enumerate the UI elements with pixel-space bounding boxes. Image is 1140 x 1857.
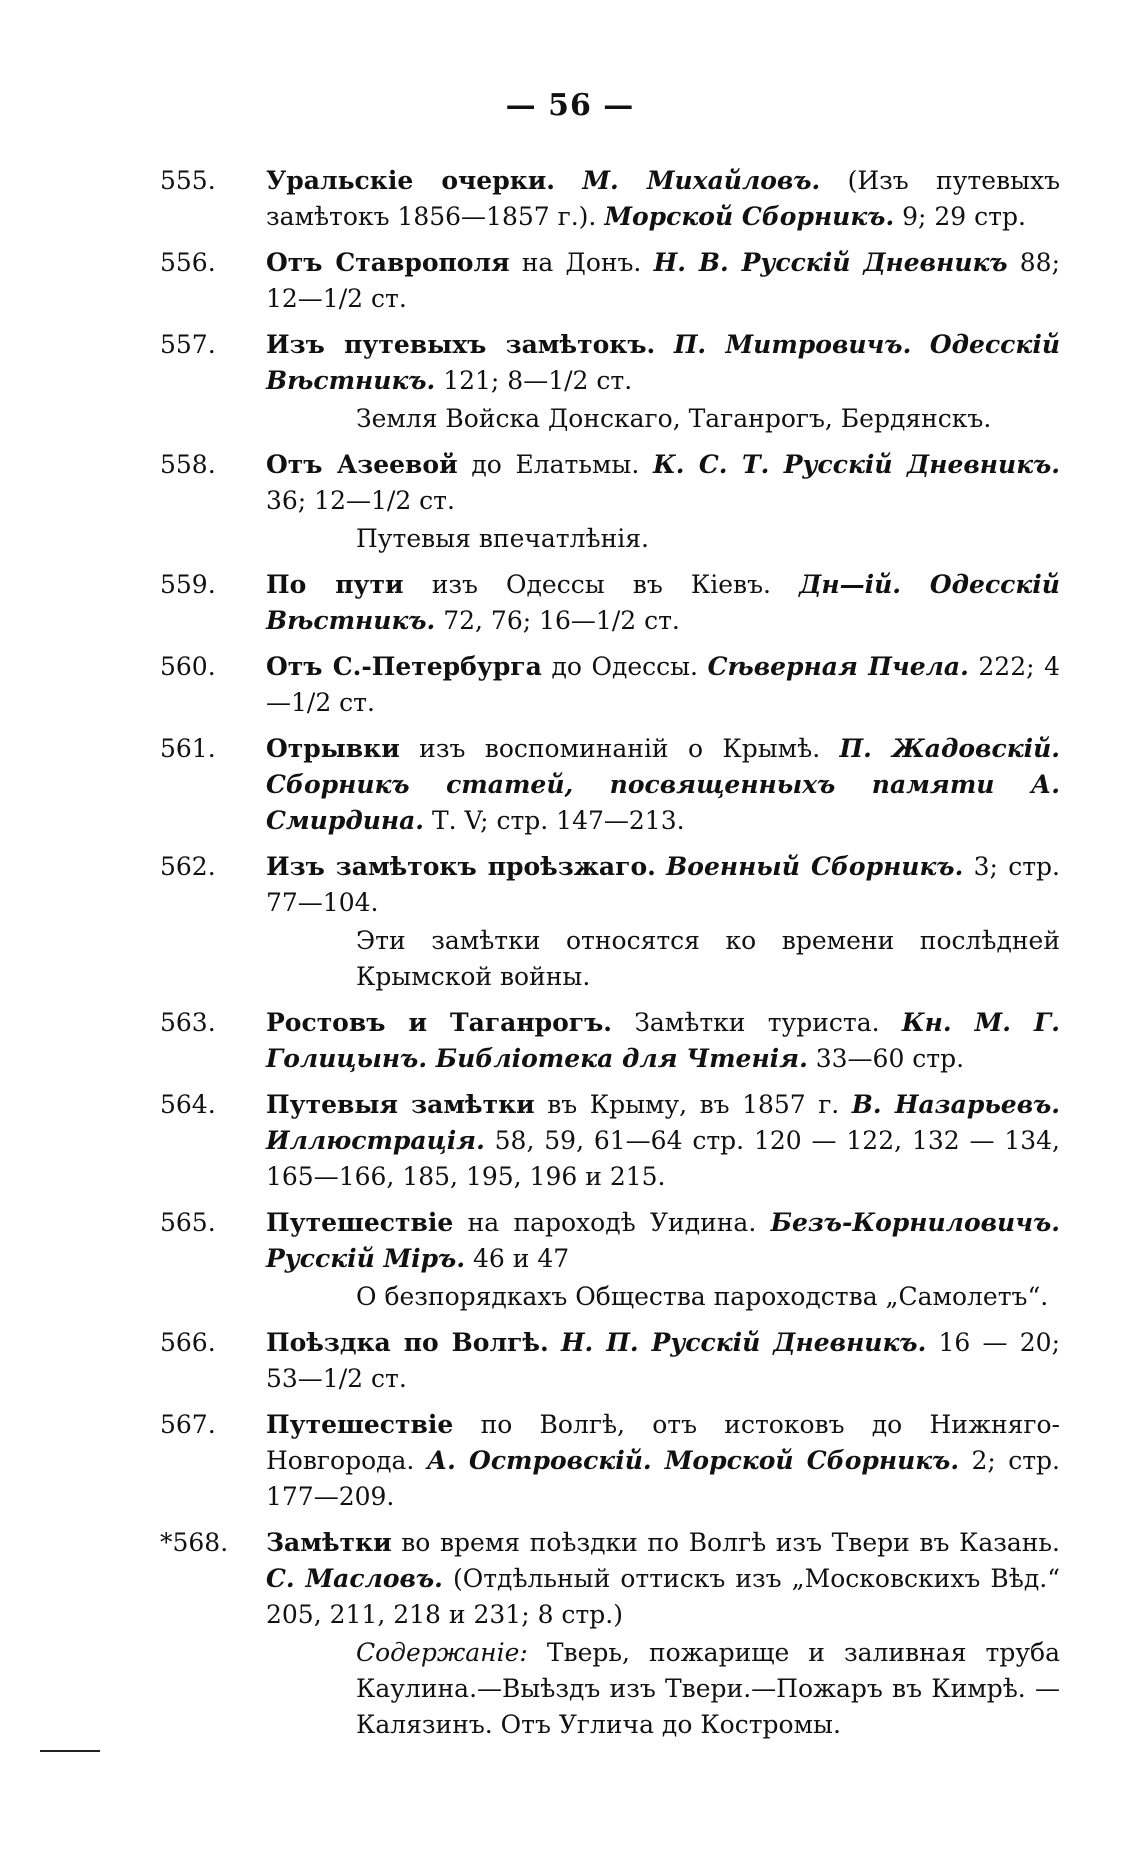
entry-text: во время поѣздки по Волгѣ изъ Твери въ Казань.	[401, 1528, 1060, 1557]
entry-author: М. Михайловъ.	[582, 166, 821, 195]
entry-number: 555.	[160, 166, 216, 195]
entry-number: 561.	[160, 734, 216, 763]
entry-tail: 72, 76; 16—1/2 ст.	[443, 606, 680, 635]
list-item	[160, 1407, 1060, 1515]
entry-tail: 33—60 стр.	[815, 1044, 965, 1073]
entry-author: П. Митровичъ.	[673, 330, 912, 359]
list-item	[160, 245, 1060, 317]
entry-title: Уральскіе очерки.	[266, 166, 555, 195]
entry-tail: Т. V; стр. 147—213.	[431, 806, 685, 835]
entry-tail: 58, 59, 61—64 стр. 120 — 122, 132 — 134, 165—166, 185, 195, 196 и 215.	[266, 1126, 1060, 1191]
entry-source: С. Масловъ.	[266, 1564, 443, 1593]
entry-source: Кн. М. Г. Голицынъ. Библіотека для Чтенія.	[266, 1008, 1060, 1073]
entry-number: 560.	[160, 652, 216, 681]
entry-source: Морской Сборникъ.	[604, 202, 895, 231]
entry-source: Н. В. Русскій Дневникъ	[653, 248, 1008, 277]
entry-text: Замѣтки туриста.	[634, 1008, 880, 1037]
entry-number: *568.	[160, 1528, 229, 1557]
list-item	[160, 1525, 1060, 1743]
entry-title: Отрывки	[266, 734, 400, 763]
entry-source: Сѣверная Пчела.	[707, 652, 969, 681]
entry-title: Изъ замѣтокъ проѣзжаго.	[266, 852, 656, 881]
entry-number: 565.	[160, 1208, 216, 1237]
entry-tail: 16 — 20; 53—1/2 ст.	[266, 1328, 1061, 1393]
entry-text: изъ воспоминаній о Крымѣ.	[419, 734, 821, 763]
entry-source: Н. П. Русскій Дневникъ.	[560, 1328, 927, 1357]
list-item	[160, 1205, 1060, 1315]
entry-number: 559.	[160, 570, 216, 599]
entry-tail: 46 и 47	[472, 1244, 570, 1273]
entry-title: Отъ Ставрополя	[266, 248, 510, 277]
entry-note-label: Содержаніе:	[356, 1638, 528, 1667]
list-item	[160, 327, 1060, 437]
entry-tail: 88; 12—1/2 ст.	[266, 248, 1061, 313]
list-item	[160, 1087, 1060, 1195]
footer-rule	[40, 1750, 100, 1752]
entry-text: по Волгѣ, отъ истоковъ до Нижняго-Новгорода.	[266, 1410, 1060, 1475]
entry-number: 563.	[160, 1008, 216, 1037]
list-item	[160, 849, 1060, 995]
entry-source: К. С. Т. Русскій Дневникъ.	[653, 450, 1060, 479]
entry-source: П. Жадовскій. Сборникъ статей, посвященныхъ памяти А. Смирдина.	[266, 734, 1060, 835]
entry-note: Эти замѣтки относятся ко времени послѣдней Крымской войны.	[356, 926, 1060, 991]
entry-title: Отъ С.-Петербурга	[266, 652, 542, 681]
entry-text: на пароходѣ Уидина.	[467, 1208, 757, 1237]
entry-number: 562.	[160, 852, 216, 881]
entry-source: Дн—ій. Одесскій Вѣстникъ.	[266, 570, 1060, 635]
list-item	[160, 649, 1060, 721]
entry-number: 564.	[160, 1090, 216, 1119]
entry-title: Путешествіе	[266, 1410, 454, 1439]
entry-text: въ Крыму, въ 1857 г.	[547, 1090, 840, 1119]
entry-tail: 36; 12—1/2 ст.	[266, 486, 455, 515]
entry-title: Путешествіе	[266, 1208, 454, 1237]
entry-number: 566.	[160, 1328, 216, 1357]
list-item	[160, 163, 1060, 235]
list-item	[160, 1325, 1060, 1397]
entry-number: 556.	[160, 248, 216, 277]
entry-title: Замѣтки	[266, 1528, 392, 1557]
entry-note	[266, 1635, 1060, 1743]
entry-tail: 121; 8—1/2 ст.	[443, 366, 633, 395]
entry-number: 558.	[160, 450, 216, 479]
entry-source: А. Островскій. Морской Сборникъ.	[426, 1446, 960, 1475]
entry-note: Земля Войска Донскаго, Таганрогъ, Бердянскъ.	[356, 404, 992, 433]
entry-tail: (Отдѣльный оттискъ изъ „Московскихъ Вѣд.“ 205, 211, 218 и 231; 8 стр.)	[266, 1564, 1061, 1629]
entry-tail: 2; стр. 177—209.	[266, 1446, 1061, 1511]
entry-title: Поѣздка по Волгѣ.	[266, 1328, 549, 1357]
entry-tail: 3; стр. 77—104.	[266, 852, 1060, 917]
entry-note: Путевыя впечатлѣнія.	[356, 524, 649, 553]
list-item	[160, 447, 1060, 557]
entry-source: Одесскій Вѣстникъ.	[266, 330, 1060, 395]
entry-text: на Донъ.	[521, 248, 642, 277]
entry-tail: 9; 29 стр.	[902, 202, 1026, 231]
entry-title: Отъ Азеевой	[266, 450, 458, 479]
entry-text: до Елатьмы.	[471, 450, 640, 479]
entry-text: (Изъ путевыхъ замѣтокъ 1856—1857 г.).	[266, 166, 1060, 231]
entry-title: Изъ путевыхъ замѣтокъ.	[266, 330, 656, 359]
entry-note: О безпорядкахъ Общества пароходства „Самолетъ“.	[356, 1282, 1049, 1311]
list-item	[160, 1005, 1060, 1077]
page-number: — 56 —	[505, 88, 635, 123]
entry-source: В. Назарьевъ. Иллюстрація.	[266, 1090, 1061, 1155]
entry-title: Ростовъ и Таганрогъ.	[266, 1008, 613, 1037]
entry-number: 567.	[160, 1410, 216, 1439]
entry-source: Безъ-Корниловичъ. Русскій Міръ.	[266, 1208, 1060, 1273]
entry-list	[160, 163, 1060, 1753]
entry-source: Военный Сборникъ.	[666, 852, 964, 881]
entry-title: Путевыя замѣтки	[266, 1090, 535, 1119]
entry-text: до Одессы.	[551, 652, 698, 681]
entry-note-text: Тверь, пожарище и заливная труба Каулина.—Выѣздъ изъ Твери.—Пожаръ въ Кимрѣ. — Калязинъ. Отъ Углича до Костромы.	[356, 1638, 1060, 1739]
entry-title: По пути	[266, 570, 404, 599]
entry-text: изъ Одессы въ Кіевъ.	[431, 570, 771, 599]
list-item	[160, 567, 1060, 639]
list-item	[160, 731, 1060, 839]
entry-tail: 222; 4—1/2 ст.	[266, 652, 1061, 717]
entry-number: 557.	[160, 330, 216, 359]
